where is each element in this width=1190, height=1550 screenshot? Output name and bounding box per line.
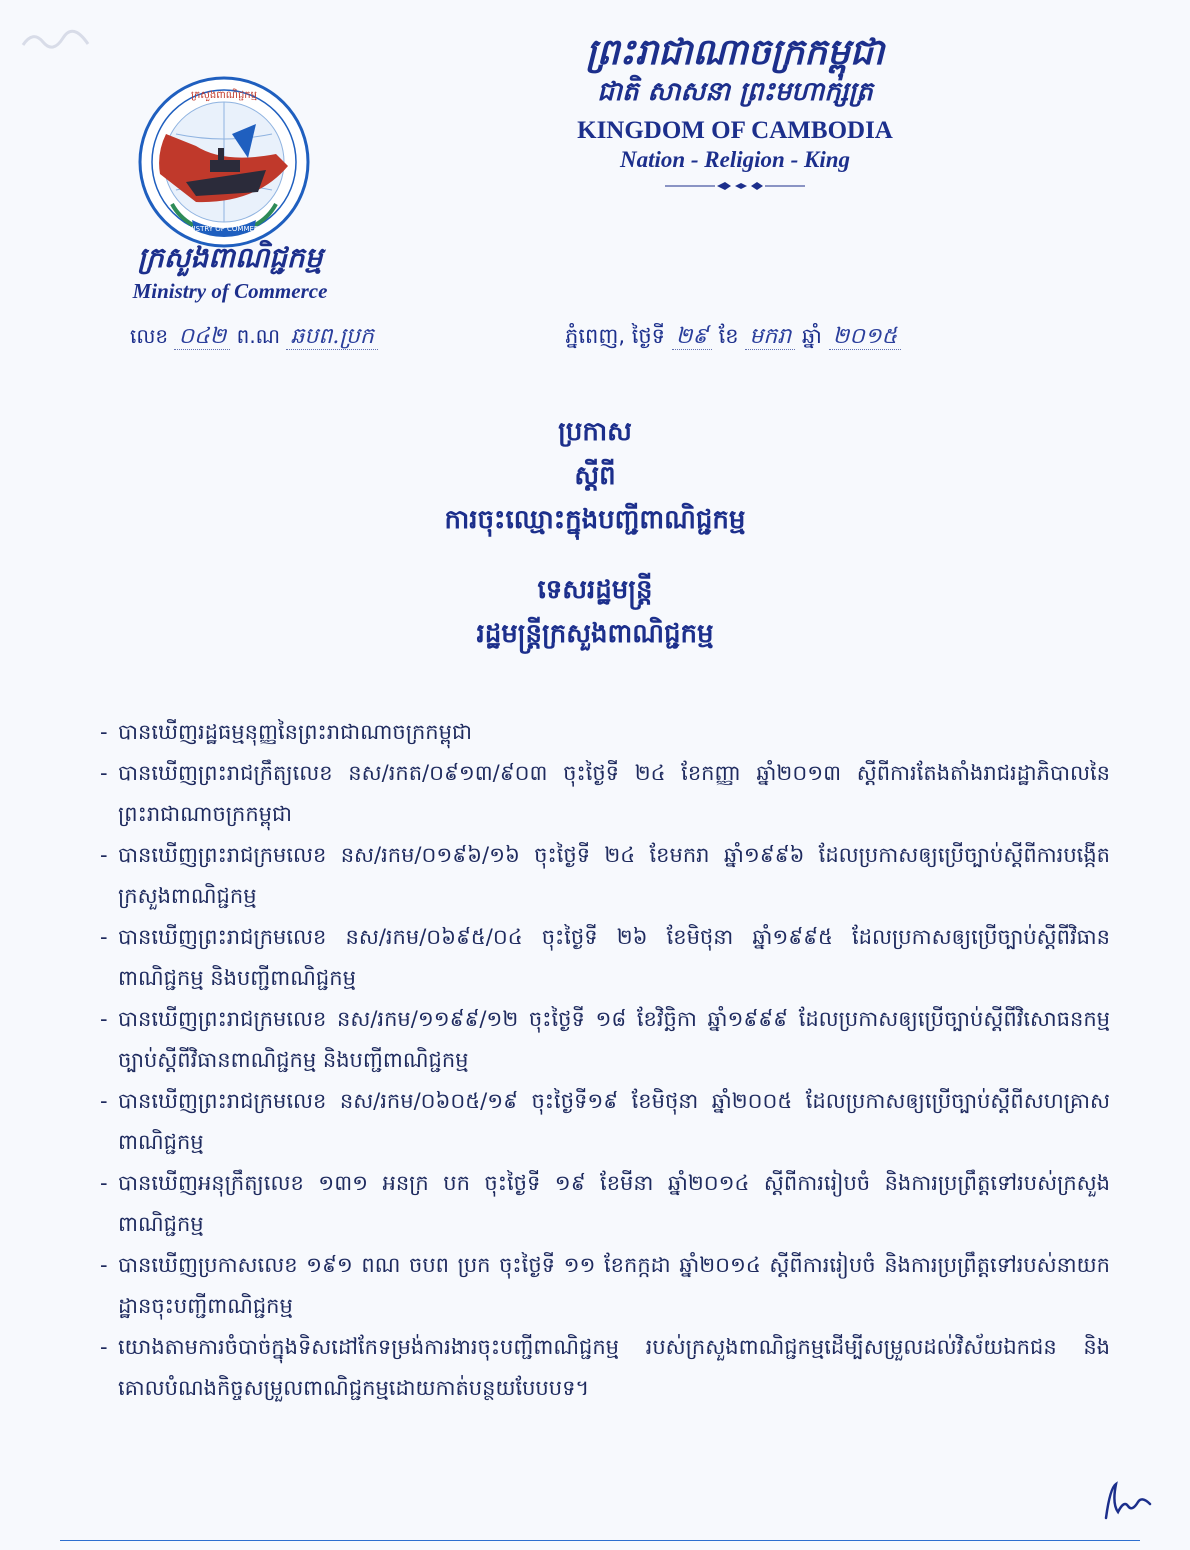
- reference-number-handwritten: ០៤២: [174, 324, 230, 350]
- list-item: - បានឃើញអនុក្រឹត្យលេខ ១៣១ អនក្រ បក ចុះថ្ងៃទី ១៩ ខែមីនា ឆ្នាំ២០១៤ ស្ដីពីការរៀបចំ និងការប្រព្រឹត្តទៅរបស់ក្រសួងពាណិជ្ជកម្ម: [100, 1163, 1110, 1245]
- list-item: - បានឃើញព្រះរាជក្រមលេខ នស/រកម/០៦០៥/១៩ ចុះថ្ងៃទី១៩ ខែមិថុនា ឆ្នាំ២០០៥ ដែលប្រកាសឲ្យប្រើច្បាប់ស្ដីពីសហគ្រាសពាណិជ្ជកម្ម: [100, 1081, 1110, 1163]
- document-subject: ការចុះឈ្មោះក្នុងបញ្ជីពាណិជ្ជកម្ម: [444, 505, 746, 535]
- footer-rule: [60, 1540, 1140, 1541]
- date-month-handwritten: មករា: [745, 324, 795, 350]
- date-month-label: ខែ: [718, 324, 739, 348]
- scan-artifact: [18, 20, 98, 60]
- list-item: - បានឃើញព្រះរាជក្រមលេខ នស/រកម/១១៩៩/១២ ចុះថ្ងៃទី ១៨ ខែវិច្ឆិកា ឆ្នាំ១៩៩៩ ដែលប្រកាសឲ្យប្រើច្បាប់ស្ដីពីវិសោធនកម្មច្បាប់ស្ដីពីវិធានពាណិជ្ជកម្ម និងបញ្ជីពាណិជ្ជកម្ម: [100, 999, 1110, 1081]
- ministry-header: [110, 238, 350, 304]
- list-item: - បានឃើញព្រះរាជក្រមលេខ នស/រកម/០១៩៦/១៦ ចុះថ្ងៃទី ២៤ ខែមករា ឆ្នាំ១៩៩៦ ដែលប្រកាសឲ្យប្រើច្បាប់ស្ដីពីការបង្កើតក្រសួងពាណិជ្ជកម្ម: [100, 835, 1110, 917]
- authority-title: រដ្ឋមន្ត្រីក្រសួងពាណិជ្ជកម្ម: [476, 619, 714, 649]
- date-day-handwritten: ២៩: [672, 324, 712, 350]
- reference-prefix: លេខ: [130, 324, 169, 348]
- document-titles: [0, 410, 1190, 656]
- document-about: ស្ដីពី: [574, 461, 616, 491]
- kingdom-motto-kh: ជាតិ សាសនា ព្រះមហាក្សត្រ: [597, 77, 873, 107]
- list-item: - យោងតាមការចំបាច់ក្នុងទិសដៅកែទម្រង់ការងារចុះបញ្ជីពាណិជ្ជកម្ម របស់ក្រសួងពាណិជ្ជកម្មដើម្បីសម្រួលដល់វិស័យឯកជន និងគោលបំណងកិច្ចសម្រួលពាណិជ្ជកម្មដោយកាត់បន្ថយបែបបទ។: [100, 1327, 1110, 1409]
- date-day-label: ថ្ងៃទី: [631, 324, 666, 348]
- seal-top-text: ក្រសួងពាណិជ្ជកម្ម: [191, 90, 257, 101]
- kingdom-motto-en: Nation - Religion - King: [619, 147, 851, 172]
- date-year-label: ឆ្នាំ: [801, 324, 822, 348]
- ministry-name-kh: ក្រសួងពាណិជ្ជកម្ម: [137, 241, 323, 274]
- date-place: ភ្នំពេញ,: [565, 324, 625, 348]
- kingdom-title-kh: ព្រះរាជាណាចក្រកម្ពុជា: [585, 31, 885, 73]
- ministry-seal-logo: [136, 74, 312, 250]
- list-item: - បានឃើញព្រះរាជក្រមលេខ នស/រកម/០៦៩៥/០៤ ចុះថ្ងៃទី ២៦ ខែមិថុនា ឆ្នាំ១៩៩៥ ដែលប្រកាសឲ្យប្រើច្បាប់ស្ដីពីវិធានពាណិជ្ជកម្ម និងបញ្ជីពាណិជ្ជកម្ម: [100, 917, 1110, 999]
- reference-code-handwritten: ឆបព.ប្រក: [286, 324, 377, 350]
- kingdom-title-en: KINGDOM OF CAMBODIA: [577, 117, 893, 144]
- considerations-list: [100, 712, 1110, 1409]
- document-type: ប្រកាស: [558, 417, 632, 447]
- ornament-divider: [520, 180, 950, 192]
- reference-unit: ព.ណ: [236, 324, 281, 348]
- kingdom-header: [520, 30, 950, 192]
- list-item: - បានឃើញប្រកាសលេខ ១៩១ ពណ ចបព ប្រក ចុះថ្ងៃទី ១១ ខែកក្កដា ឆ្នាំ២០១៤ ស្ដីពីការរៀបចំ និងការប្រព្រឹត្តទៅរបស់នាយកដ្ឋានចុះបញ្ជីពាណិជ្ជកម្ម: [100, 1245, 1110, 1327]
- seal-bottom-text: MINISTRY OF COMMERCE: [180, 225, 268, 233]
- reference-number: [130, 322, 378, 354]
- authority: ទេសរដ្ឋមន្ត្រី: [537, 575, 653, 605]
- ministry-name-en: Ministry of Commerce: [132, 279, 328, 303]
- list-item: - បានឃើញរដ្ឋធម្មនុញ្ញនៃព្រះរាជាណាចក្រកម្ពុជា: [100, 712, 1110, 753]
- date-line: [565, 322, 901, 354]
- handwritten-initials: [1098, 1478, 1158, 1522]
- date-year-handwritten: ២០១៥: [829, 324, 901, 350]
- list-item: - បានឃើញព្រះរាជក្រឹត្យលេខ នស/រកត/០៩១៣/៩០៣ ចុះថ្ងៃទី ២៤ ខែកញ្ញា ឆ្នាំ២០១៣ ស្ដីពីការតែងតាំងរាជរដ្ឋាភិបាលនៃព្រះរាជាណាចក្រកម្ពុជា: [100, 753, 1110, 835]
